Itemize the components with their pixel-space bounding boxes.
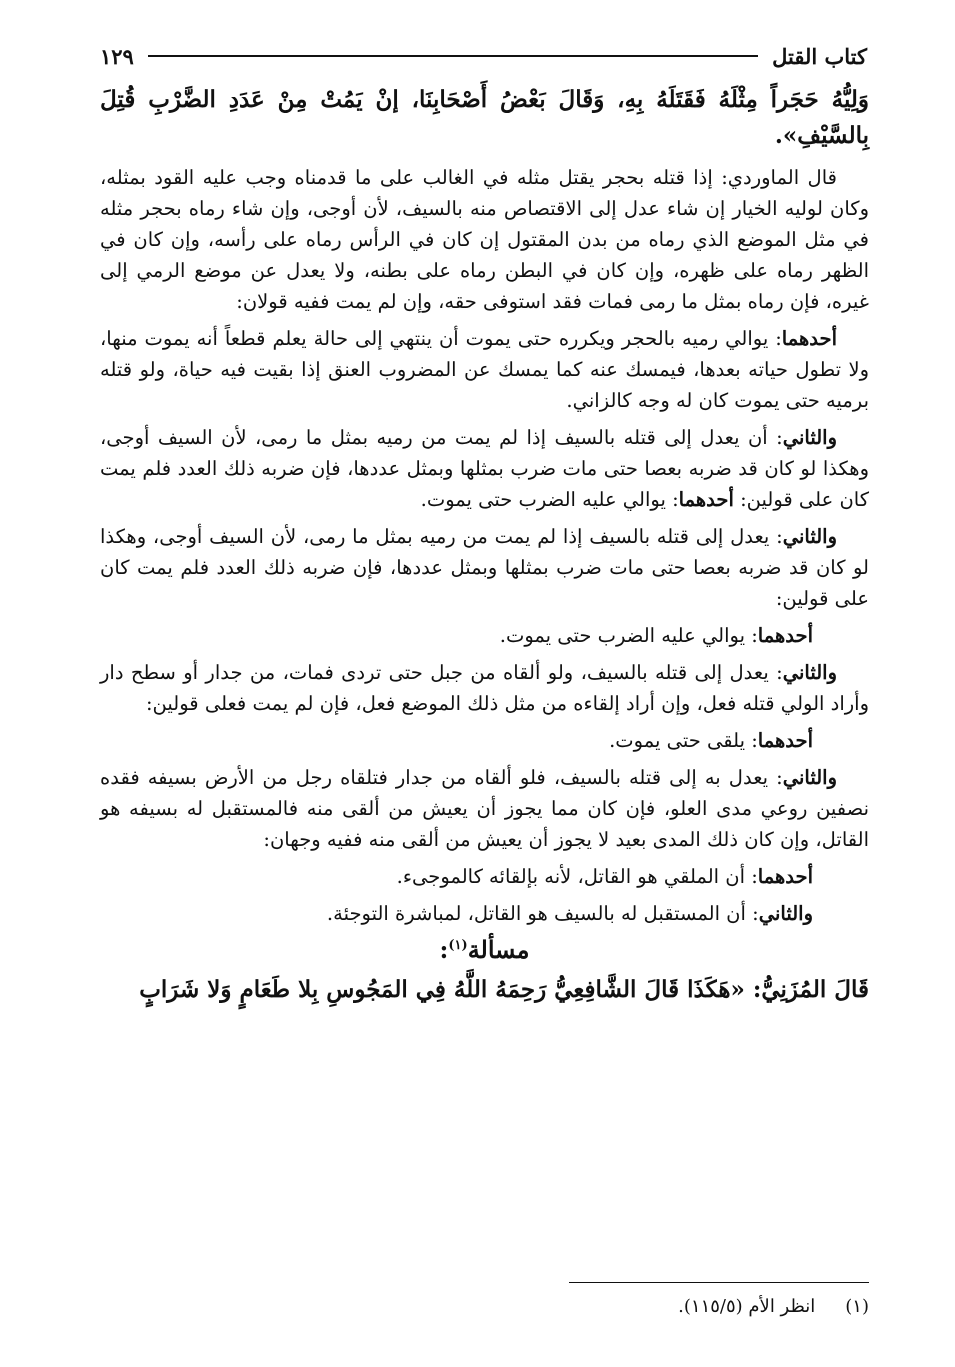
paragraph-lead: أحدهما	[757, 865, 813, 888]
paragraph-short	[100, 898, 869, 929]
paragraph-lead: أحدهما	[757, 729, 813, 752]
footnote	[100, 1296, 869, 1317]
paragraph-lead: والثاني	[758, 902, 813, 925]
paragraph-text: : يوالي عليه الضرب حتى يموت.	[499, 624, 758, 647]
quote-continuation: وَلِيُّهُ حَجَراً مِثْلَهُ فَقَتَلَهُ بِهِ، وَقَالَ بَعْضُ أَصْحَابِنَا، إنْ يَمُتْ مِنْ عَدَدِ الضَّرْبِ قُتِلَ بِالسَّيْفِ».	[100, 86, 869, 149]
masala-heading	[100, 935, 869, 964]
page-header	[100, 38, 867, 74]
paragraph	[100, 762, 869, 855]
paragraph-text: : يوالي رميه بالحجر ويكرره حتى يموت أن ينتهي إلى حالة يعلم قطعاً أنه يموت منها، ولا تطول حياته بعدها، فيمسك عنه كما يمسك عن المضروب العنق إذا بقيت فيه حياة، ولو قتله برميه حتى يموت كان له وجه كالزاني.	[100, 327, 869, 412]
paragraph-text: : أن الملقي هو القاتل، لأنه بإلقائه كالموجىء.	[396, 865, 758, 888]
paragraph-text: : يعدل إلى قتله بالسيف، ولو ألقاه من جبل حتى تردى فمات، من جدار أو سطح دار وأراد الولي قتله فعل، وإن أراد إلقاءه من مثل ذلك الموضع فعل، فإن لم يمت فعلى قولين:	[100, 661, 869, 715]
header-rule	[148, 55, 758, 57]
paragraph-text: : أن يعدل إلى قتله بالسيف إذا لم يمت من رميه بمثل ما رمى، لأن السيف أوجى، وهكذا لو كان قد ضربه بعصا حتى مات ضرب بمثلها وبمثل عددها، فإن ضربه ذلك العدد فلم يمت كان على قولين:	[100, 426, 869, 511]
page-body	[100, 82, 869, 1016]
masala-title: مسألة	[467, 935, 530, 964]
paragraph-text: : يعدل إلى قتله بالسيف إذا لم يمت من رميه بمثل ما رمى، لأن السيف أوجى، وهكذا لو كان قد ضربه بعصا حتى مات ضرب بمثلها وبمثل عددها، فإن ضربه ذلك العدد فلم يمت كان على قولين:	[100, 525, 869, 610]
masala-quote: قَالَ المُزَنِيُّ: «هَكَذَا قَالَ الشَّافِعِيُّ رَحِمَهُ اللَّهُ فِي المَجُوسِ بِلا طَعَامٍ وَلا شَرَابٍ	[139, 976, 869, 1003]
paragraph-text: قال الماوردي: إذا قتله بحجر يقتل مثله في الغالب على ما قدمناه وجب عليه القود بمثله، وكان لوليه الخيار إن شاء عدل إلى الاقتصاص منه بالسيف، لأن أوجى، وإن شاء رماه بحجر مثله في مثل الموضع الذي رماه من بدن المقتول إن كان في الرأس رماه على رأسه، وإن كان في الظهر رماه على ظهره، وإن كان في البطن رماه على بطنه، ولا يعدل عن موضع الرمي إلى غيره، فإن رماه بمثل ما رمى فمات فقد استوفى حقه، وإن لم يمت ففيه قولان:	[100, 166, 869, 313]
footnote-ref[interactable]: (١)	[448, 938, 468, 953]
book-title: كتاب القتل	[772, 43, 867, 69]
paragraph-lead: أحدهما	[757, 624, 813, 647]
paragraph-lead-inline: أحدهما	[678, 488, 734, 511]
paragraph-text: : يلقى حتى يموت.	[609, 729, 758, 752]
paragraph-lead: والثاني	[782, 426, 837, 449]
paragraph-lead: أحدهما	[781, 327, 837, 350]
page-number: ١٢٩	[100, 43, 134, 69]
footnote-rule	[569, 1282, 869, 1283]
paragraph	[100, 657, 869, 719]
footnote-text: انظر الأم (١١٥/٥).	[678, 1296, 816, 1317]
paragraph-text: : يعدل به إلى قتله بالسيف، فلو ألقاه من جدار فتلقاه رجل من الأرض بسيفه فقده نصفين روعي مدى العلو، فإن كان مما يجوز أن يعيش من ألقى منه فالمستقبل له بسيفه هو القاتل، وإن كان ذلك المدى بعيد لا يجوز أن يعيش من ألقى منه ففيه وجهان:	[100, 766, 869, 851]
paragraph	[100, 323, 869, 416]
paragraph	[100, 521, 869, 614]
paragraph-lead: والثاني	[782, 525, 837, 548]
paragraph-lead: والثاني	[782, 766, 837, 789]
paragraph-short	[100, 620, 869, 651]
paragraph-short	[100, 725, 869, 756]
masala-colon: :	[439, 935, 449, 964]
footnote-number: (١)	[845, 1296, 869, 1317]
paragraph-lead: والثاني	[782, 661, 837, 684]
paragraph-short	[100, 861, 869, 892]
paragraph	[100, 422, 869, 515]
paragraph-text-inline: : يوالي عليه الضرب حتى يموت.	[420, 488, 679, 511]
paragraph-intro	[100, 162, 869, 317]
paragraph-text: : أن المستقبل له بالسيف هو القاتل، لمباشرة التوجئة.	[326, 902, 759, 925]
